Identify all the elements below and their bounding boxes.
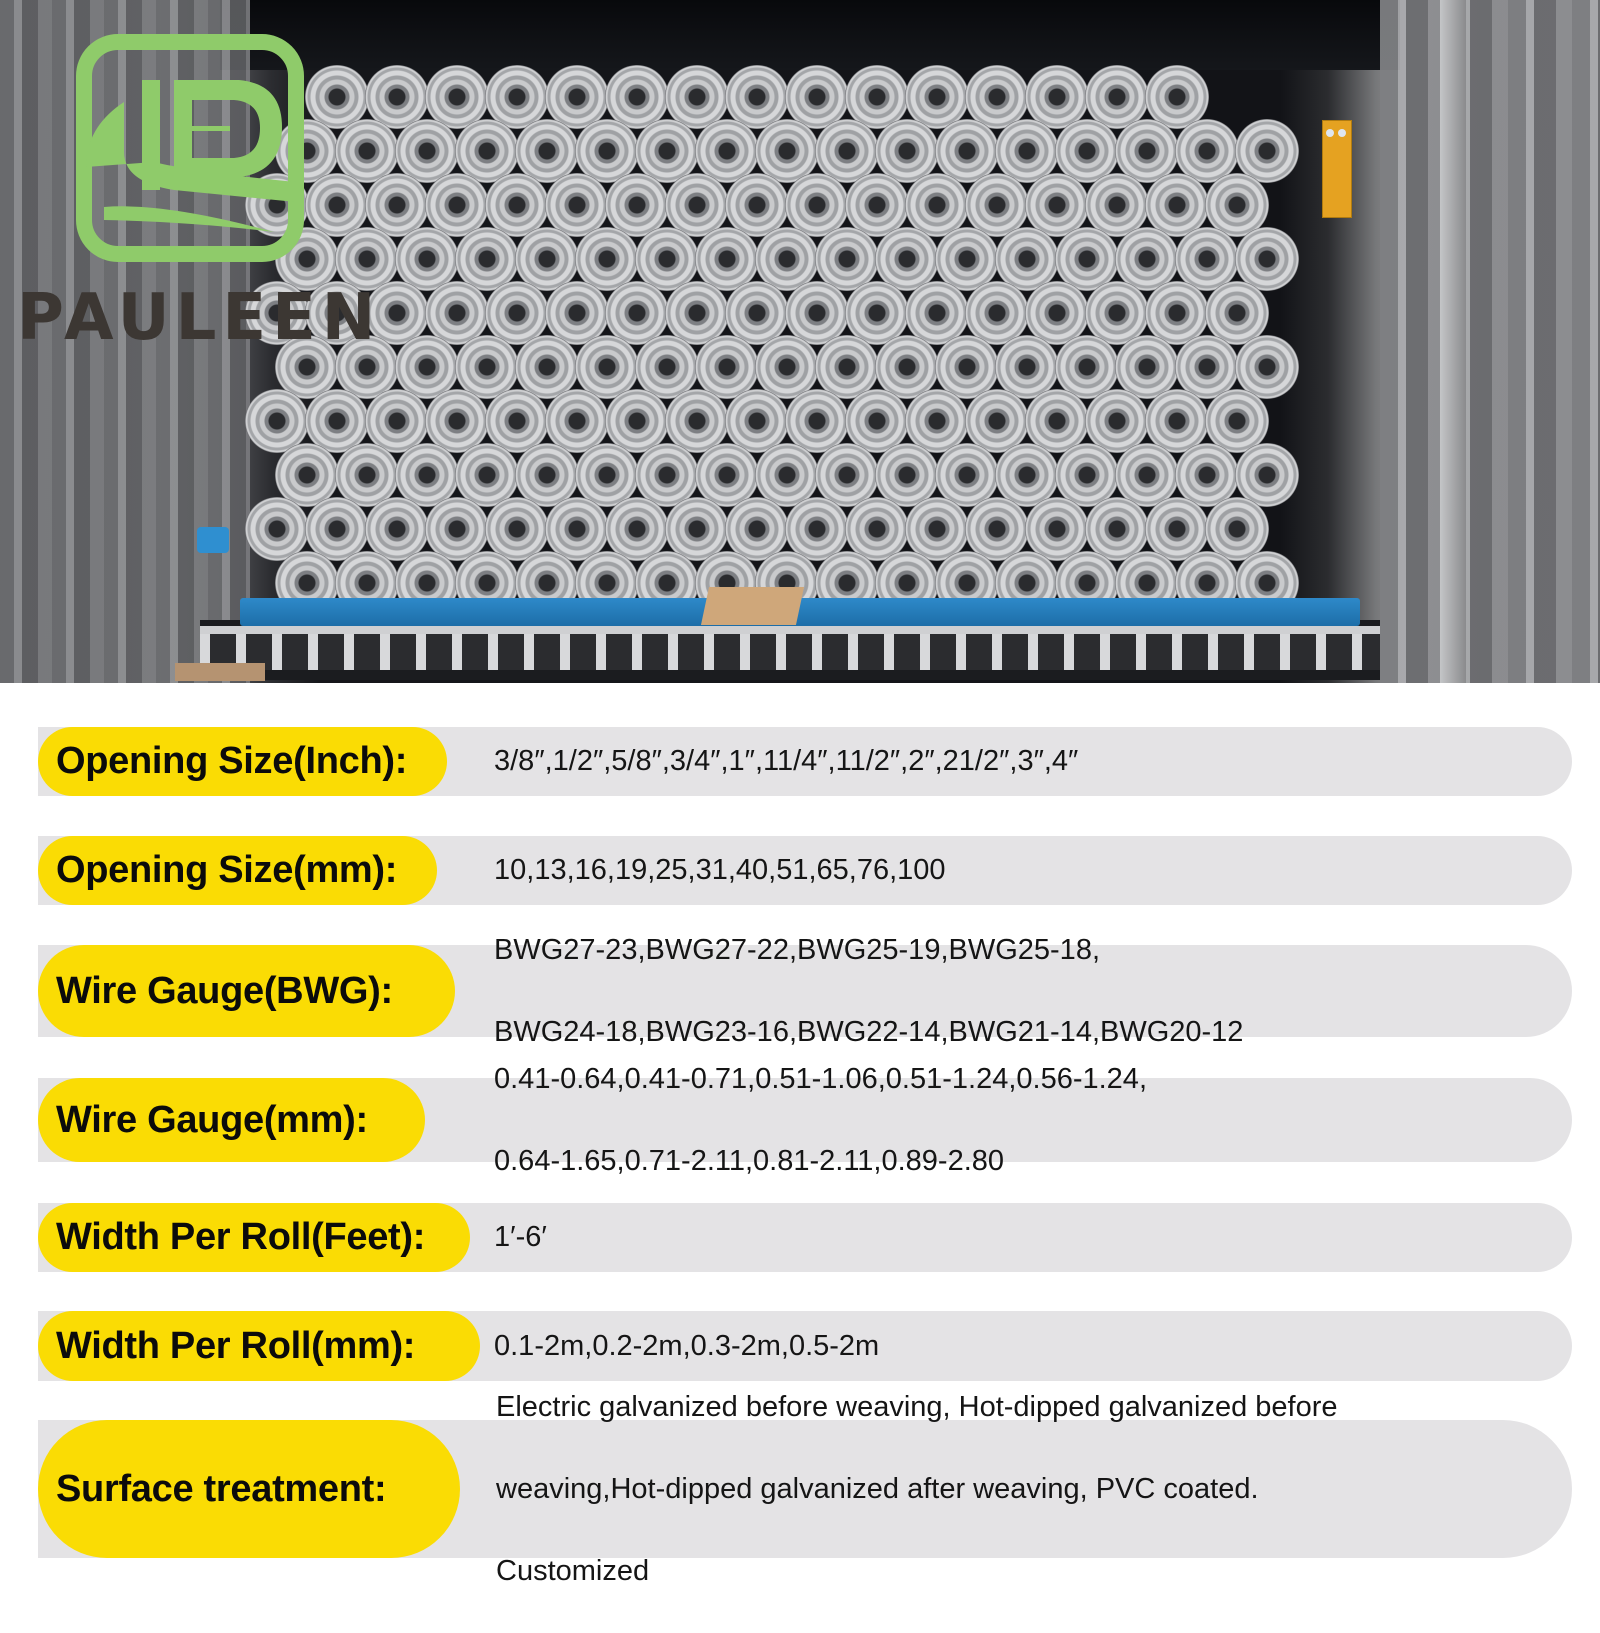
spec-value	[494, 1203, 547, 1272]
pallet	[200, 630, 1380, 670]
product-photo	[0, 0, 1600, 683]
pallet-rail	[200, 626, 1380, 634]
spec-row-surface-treatment	[38, 1390, 1572, 1587]
brand-name: PAULEEN	[17, 281, 382, 355]
label-pill	[38, 1203, 470, 1272]
spec-label: Width Per Roll(Feet):	[56, 1216, 426, 1258]
cardboard-piece	[701, 587, 804, 625]
wire-mesh-rolls	[255, 60, 1305, 620]
label-pill	[38, 945, 455, 1037]
spec-label: Opening Size(Inch):	[56, 740, 408, 782]
spec-label: Wire Gauge(BWG):	[56, 969, 393, 1012]
spec-row-wire-gauge-mm	[38, 1062, 1572, 1177]
container-right-door	[1380, 0, 1600, 683]
spec-value-line: BWG27-23,BWG27-22,BWG25-19,BWG25-18,	[494, 933, 1100, 966]
label-pill	[38, 1078, 425, 1162]
cardboard-piece	[175, 663, 265, 681]
warning-sticker	[1322, 120, 1352, 218]
spec-label: Opening Size(mm):	[56, 849, 398, 891]
spec-value	[496, 1390, 1512, 1587]
label-pill	[38, 727, 447, 796]
spec-label: Width Per Roll(mm):	[56, 1324, 416, 1367]
spec-value	[494, 1062, 1147, 1177]
spec-label: Wire Gauge(mm):	[56, 1098, 368, 1141]
spec-value-line: Customized	[496, 1554, 650, 1587]
spec-value-line: BWG24-18,BWG23-16,BWG22-14,BWG21-14,BWG20-12	[494, 1015, 1244, 1048]
spec-value-text: 1′-6′	[494, 1221, 547, 1253]
spec-value-line: weaving,Hot-dipped galvanized after weaving, PVC coated.	[496, 1472, 1259, 1505]
blue-wrap	[197, 527, 229, 553]
label-pill	[38, 836, 437, 905]
spec-value	[494, 727, 1078, 796]
spec-row-opening-size-inch	[38, 727, 1572, 796]
brand-logo-icon	[74, 32, 308, 266]
spec-value-text: 3/8″,1/2″,5/8″,3/4″,1″,11/4″,11/2″,2″,21/2″,3″,4″	[494, 745, 1079, 777]
spec-value-line: Electric galvanized before weaving, Hot-dipped galvanized before	[496, 1390, 1338, 1423]
spec-row-width-per-roll-feet	[38, 1203, 1572, 1272]
spec-value-line: 0.41-0.64,0.41-0.71,0.51-1.06,0.51-1.24,0.56-1.24,	[494, 1062, 1147, 1095]
door-edge	[1440, 0, 1466, 683]
spec-value-line: 0.64-1.65,0.71-2.11,0.81-2.11,0.89-2.80	[494, 1144, 1005, 1177]
label-pill	[38, 1420, 460, 1558]
spec-label: Surface treatment:	[56, 1467, 387, 1510]
label-pill	[38, 1311, 480, 1381]
spec-value-text: 10,13,16,19,25,31,40,51,65,76,100	[494, 854, 946, 886]
spec-value-text: 0.1-2m,0.2-2m,0.3-2m,0.5-2m	[494, 1329, 880, 1362]
